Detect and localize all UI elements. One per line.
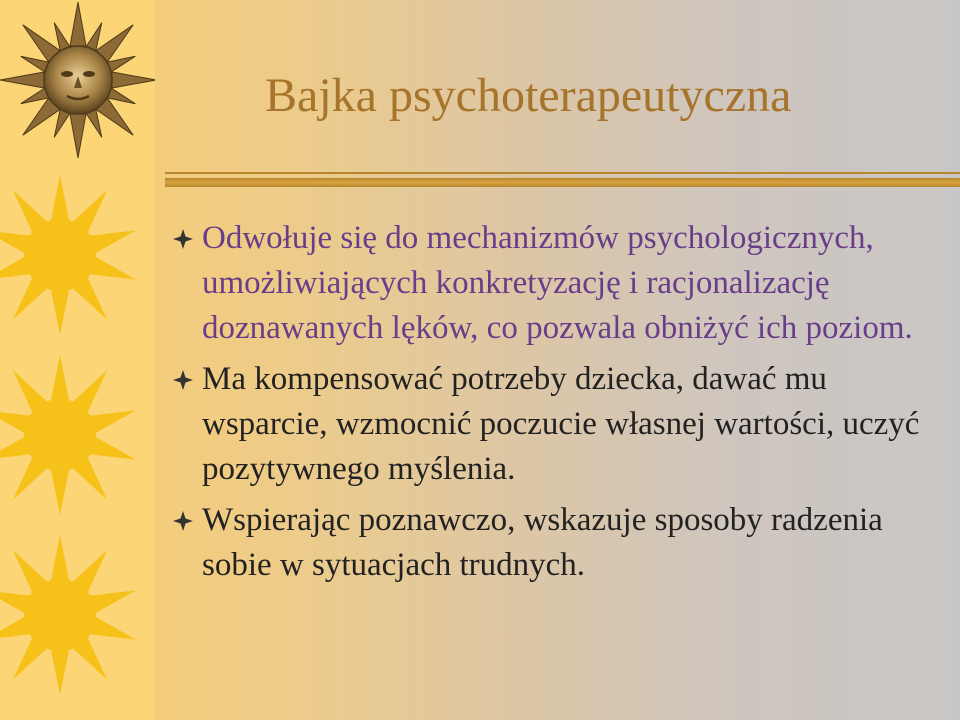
- four-pointed-star-icon: [168, 357, 198, 402]
- bullet-item: [168, 216, 948, 351]
- decorative-side-strip: [0, 0, 155, 720]
- sun-decor: [0, 0, 155, 720]
- bullet-text: Wspierając poznawczo, wskazuje sposoby radzenia sobie w sytuacjach trudnych.: [202, 502, 883, 583]
- sun-icon: [0, 535, 139, 695]
- title-divider-thin: [165, 172, 960, 174]
- bullet-item: [168, 357, 948, 492]
- sun-face-icon: [0, 2, 155, 158]
- bullet-list: [168, 216, 948, 594]
- four-pointed-star-icon: [168, 216, 198, 261]
- four-pointed-star-icon: [168, 498, 198, 543]
- sun-icon: [0, 355, 139, 515]
- title-divider-thick: [165, 178, 960, 187]
- bullet-text: Odwołuje się do mechanizmów psychologicznych, umożliwiających konkretyzację i racjonalizację doznawanych lęków, co pozwala obniżyć ich poziom.: [202, 220, 913, 346]
- bullet-text: Ma kompensować potrzeby dziecka, dawać mu wsparcie, wzmocnić poczucie własnej wartości, uczyć pozytywnego myślenia.: [202, 361, 920, 487]
- bullet-item: [168, 498, 948, 588]
- sun-icon: [0, 175, 139, 335]
- slide-title: Bajka psychoterapeutyczna: [265, 69, 792, 122]
